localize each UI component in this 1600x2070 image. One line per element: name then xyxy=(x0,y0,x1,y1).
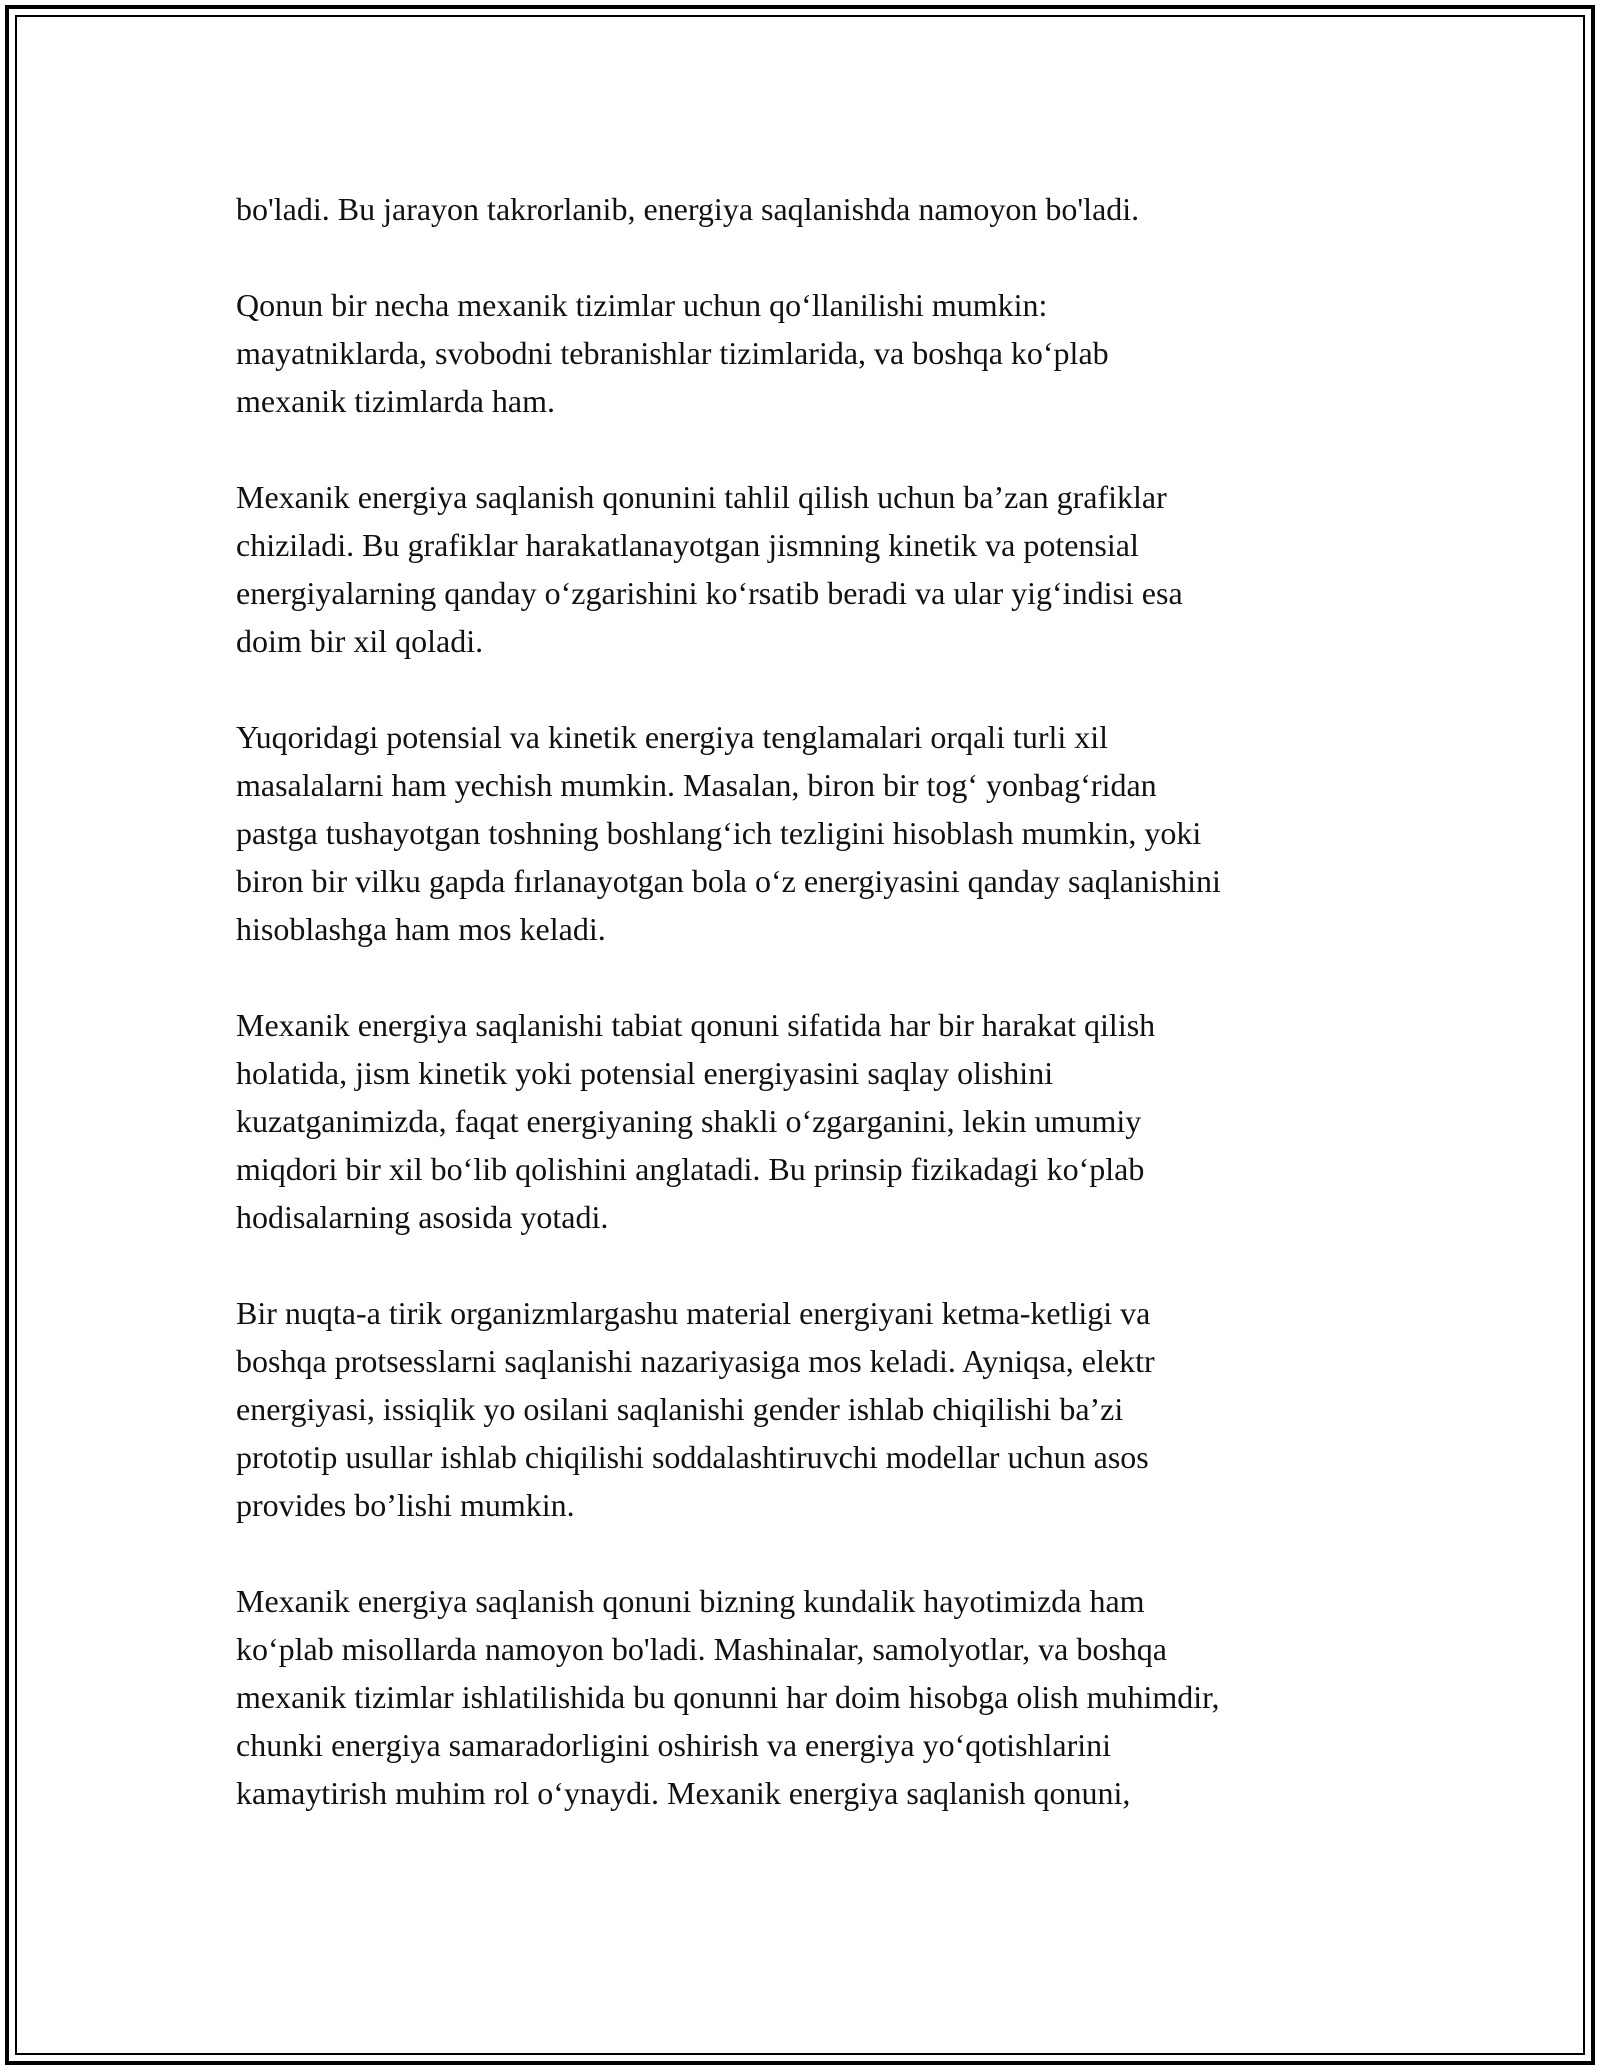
paragraph-5: Mexanik energiya saqlanishi tabiat qonuni sifatida har bir harakat qilish holatida, jism kinetik yoki potensial energiyasini saqlay olishini kuzatganimizda, faqat energiyaning shakli o‘zgarganini, lekin umumiy miqdori bir xil bo‘lib qolishini anglatadi. Bu prinsip fizikadagi ko‘plab hodisalarning asosida yotadi. xyxy=(236,1007,1156,1235)
paragraph-3: Mexanik energiya saqlanish qonunini tahlil qilish uchun ba’zan grafiklar chiziladi. Bu grafiklar harakatlanayotgan jismning kinetik va potensial energiyalarning qanday o‘zgarishini ko‘rsatib beradi va ular yig‘indisi esa doim bir xil qoladi. xyxy=(236,479,1183,659)
document-body xyxy=(236,185,1386,1865)
paragraph-7: Mexanik energiya saqlanish qonuni bizning kundalik hayotimizda ham ko‘plab misollarda namoyon bo'ladi. Mashinalar, samolyotlar, va boshqa mexanik tizimlar ishlatilishida bu qonunni har doim hisobga olish muhimdir, chunki energiya samaradorligini oshirish va energiya yo‘qotishlarini kamaytirish muhim rol o‘ynaydi. Mexanik energiya saqlanish qonuni, xyxy=(236,1583,1220,1811)
paragraph-1: bo'ladi. Bu jarayon takrorlanib, energiya saqlanishda namoyon bo'ladi. xyxy=(236,191,1140,227)
paragraph-6: Bir nuqta-a tirik organizmlargashu material energiyani ketma-ketligi va boshqa protsesslarni saqlanishi nazariyasiga mos keladi. Ayniqsa, elektr energiyasi, issiqlik yo osilani saqlanishi gender ishlab chiqilishi ba’zi prototip usullar ishlab chiqilishi soddalashtiruvchi modellar uchun asos provides bo’lishi mumkin. xyxy=(236,1295,1155,1523)
paragraph-2: Qonun bir necha mexanik tizimlar uchun qo‘llanilishi mumkin: mayatniklarda, svobodni tebranishlar tizimlarida, va boshqa ko‘plab mexanik tizimlarda ham. xyxy=(236,287,1109,419)
paragraph-4: Yuqoridagi potensial va kinetik energiya tenglamalari orqali turli xil masalalarni ham yechish mumkin. Masalan, biron bir tog‘ yonbag‘ridan pastga tushayotgan toshning boshlang‘ich tezligini hisoblash mumkin, yoki biron bir vilku gapda fırlanayotgan bola o‘z energiyasini qanday saqlanishini hisoblashga ham mos keladi. xyxy=(236,719,1221,947)
